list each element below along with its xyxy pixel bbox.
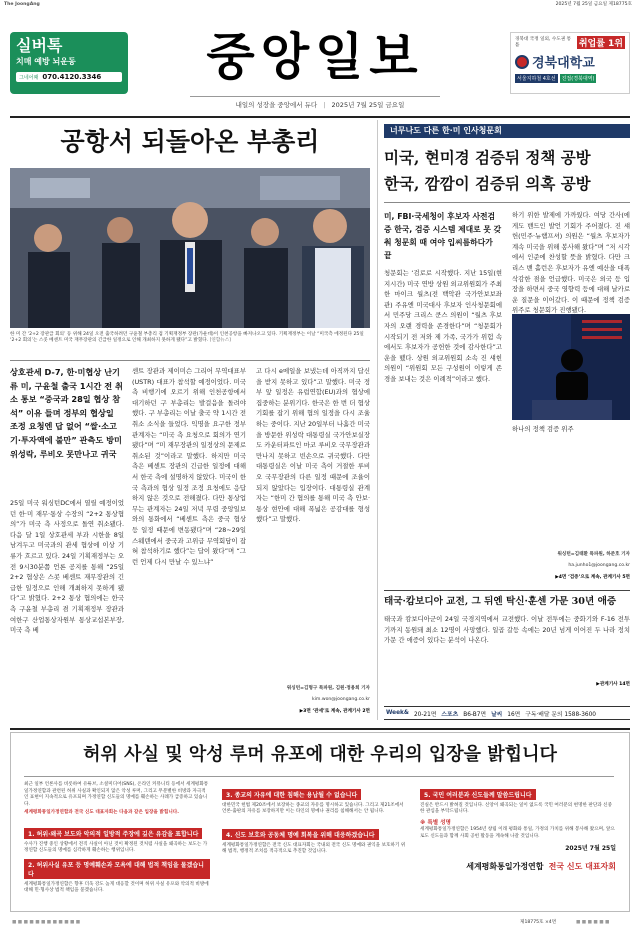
ad-right-name: 경북대학교 xyxy=(532,56,595,71)
right-col1: 청문회는 ‘검로로 시작했다. 지난 15일(현지시간) 미국 연방 상원 외교위원회가 주최한 마이크 월츠(전 백악관 국가안보보좌관) 주유엔 미국대사 후보자 인사청문회에서 민주당 크리스 쿤스 의원이 “월츠 후보자의 오랜 경력을 존경한다”며 “청문회가 시작되기 전 저와 제 가족, 국가가 위험 속에서도 후보자가 공헌한 것에 감사한다”고 운을 뗐다. 상원 외교위원회 소속 진 섀힌 의원이 “위원회 모든 구성원이 이렇게 존경을 보내는 것은 이례적”이라고 했다. xyxy=(384,269,502,383)
ad-left-title: 실버톡 xyxy=(16,36,63,55)
lead-col3: 고 다시 e메일을 보냈는데 아직까지 답신을 받지 못하고 있다”고 말했다. 미국 정부 앞 일정은 유럽연합(EU)과의 협상에 집중하는 분위기다. 한국은 한 번 더 협상 기회를 잡기 위해 협의 일정을 다시 조율하는 중이다. 지난 20일부터 나흘간 미국을 방문한 위성락 대통령실 국가안보실장도 카운터파트인 마코 루비오 국무장관과 만나지 못하고 빈손으로 귀국했다. 다만 대통령실은 이날 미국 측이 거절한 루비오 국무장관의 다른 일정 때문에 조율이 되지 않았다는 입장이다. 대통령실 관계자는 “한미 간 협의를 통해 미국 측 안보·통상 현안에 대해 폭넓은 공감대를 형성했다”고 말했다. xyxy=(256,367,370,524)
ad-left[interactable] xyxy=(10,32,128,94)
ad-right[interactable] xyxy=(510,32,630,94)
index-week-label[interactable]: Week& xyxy=(386,710,409,716)
index-weather-pages: 16면 xyxy=(507,711,521,718)
index-week-pages: 20-21면 xyxy=(413,711,437,718)
right-headline-2[interactable]: 한국, 깜깜이 검증뒤 의혹 공방 xyxy=(384,174,591,193)
lead-col2: 센트 장관과 제이미슨 그리어 무역대표부(USTR) 대표가 참석할 예정이었다. 미국측 비행기에 오르기 위해 인천공항에서 대기하던 구 부총리는 발걸음을 돌려야 했다. 구 부총리는 이날 출국 약 1시간 전 취소 소식을 들었다. 익명을 요구한 정부 관계자는 “미국 측 요청으로 회의가 연기됐다”며 “미 재무장관의 일정상의 문제로 취소된 것”이라고 말했다. 하지만 미국 측은 베센트 장관의 긴급한 일정에 대해서 한국 측에 설명하지 않았다. 미국이 한국 측과의 협상 일정 조정 요청에도 응답하지 않은 것으로 전해졌다. 다만 통상업무는 관계자는 24일 저녁 무렵 중앙일보와의 통화에서 “베센트 측은 중국 협상 등 일정 때문에 변동됐다”며 “28~29일 스웨덴에서 중국과 고위급 무역회담이 잡혀 참석하기로 했다”는 답이 왔다”며 “그런 언제 다시 만날 수 있느냐” xyxy=(132,367,246,566)
notice-section-3-body: 대한민국 헌법 제20조에서 보장하는 종교의 자유를 명시하고 있습니다. 그리고 제21조에서 언론·출판의 자유를 보장하지만 이는 타인의 명예나 권리를 침해해서는 안 됩니다. xyxy=(222,803,404,815)
brief-headline[interactable]: 태국·캄보디아 교전, 그 뒤엔 탁신·훈센 가문 30년 애증 xyxy=(384,596,617,607)
brand-small: The JoongAng xyxy=(4,2,40,7)
ad-left-subtitle: 치매 예방 뇌운동 xyxy=(16,57,76,66)
right-byline: 워싱턴=김태환 특파원, 하준호 기자 xyxy=(557,552,630,557)
notice-section-3-head: 3. 종교의 자유에 대한 침해는 용납될 수 없습니다 xyxy=(222,789,361,800)
brief-body: 태국과 캄보디아군이 24일 국경지역에서 교전했다. 이날 전투에는 중화기와 F-16 전투기까지 동원돼 최소 12명이 사망했다. 일곱 갈등 속에는 20년 넘게 이어진 두 나라 정치 가문 간 애증이 있다는 분석이 나온다. xyxy=(384,615,630,645)
lead-caption-text: 한 미 간 ‘2+2 장관급 회의’ 등 위해 24일 오전 출국하려던 구윤철 부총리 겸 기획재정부 장관(가운데)이 인천공항을 빠져나오고 있다. 기획재정부는 이날 “미국측 에정된다 25일 ‘2+2 회의’는 스콧 베센트 미국 재무장관의 긴급한 일정으로 인해 개최하지 못하게 됐다”고 밝혔다. xyxy=(10,332,364,344)
notice-section-4-body: 세계평화통일가정연합은 전국 신도 대표자회는 국내외 전국 신도 명예와 권익을 보호하기 위해 법적, 행정적 조치를 적극적으로 추진할 것입니다. xyxy=(222,842,406,855)
lead-headline[interactable]: 공항서 되돌아온 부총리 xyxy=(60,127,320,156)
masthead-title[interactable]: 중앙일보 xyxy=(206,27,424,86)
lead-deck: 상호관세 D-7, 한·미협상 난기류 미, 구윤철 출국 1시간 전 취소 통보 “중국과 28일 협상 참석” 이유 들며 정부의 협상일 조정 요청엔 답 없어 “쌀·소고기·투자액에 불만” 관측도 방미 위성락, 루비오 못만나고 귀국 xyxy=(10,367,123,459)
right-col2b xyxy=(512,424,630,548)
lead-col1: 25일 미국 워싱턴DC에서 열릴 예정이었던 한·미 재무·통상 수장의 “2+2 통상협의”가 미국 측 사정으로 돌연 취소됐다. 다음 달 1일 상호관세 부과 시한을 8일 남겨두고 미국과의 관세 협상에 이상 기류가 흐르고 있다. 24일 기획재정부는 오전 9시30분쯤 언론 공지를 통해 “25일 2+2 협상은 스콧 베센트 재무장관의 긴급한 일정으로 인해 개최하지 못하게 됐다”고 밝혔다. 2+2 통상 협의에는 한국 측 구윤철 부총리 겸 기획재정부 장관과 여한구 산업통상자원부 통상교섭본부장, 미국 측 베 xyxy=(10,499,124,635)
notice-signer-org: 세계평화통일가정연합 xyxy=(466,862,544,872)
notice-section-1-body: 수사가 진행 중인 상황에서 전직 사실이 아닌 것이 확정된 것처럼 사실을 왜곡하는 보도는 가정연합 신도들의 명예를 심각하게 훼손하는 행위입니다. xyxy=(24,841,208,854)
issue-meta: 2025년 7월 25일 금요일 제18775호 xyxy=(555,2,632,7)
lead-photo-credit: [연합뉴스] xyxy=(209,338,231,344)
ad-right-tagline2: 취업률 1위 xyxy=(577,36,625,49)
notice-special-title: ※ 특별 성명 xyxy=(420,819,451,826)
masthead-slogan: 내일의 성장을 중앙에서 듀다 xyxy=(235,101,318,109)
notice-section-4-head: 4. 신도 보호와 공동체 명예 회복을 위해 대응하겠습니다 xyxy=(222,829,379,840)
right-jump[interactable]: ▶4면 ‘검증’으로 계속, 관계기사 5면 xyxy=(555,575,630,580)
right-kicker: 너무나도 다른 한·미 인사청문회 xyxy=(384,124,630,138)
masthead-slogan-row: 내일의 성장을 중앙에서 듀다 | 2025년 7월 25일 금요일 xyxy=(235,101,405,109)
right-photo-caption: 하나의 정책 검증 위주 xyxy=(512,425,574,433)
index-bar xyxy=(384,706,630,720)
lead-byline: 워싱턴=김형구 특파원, 김원·정용희 기자 xyxy=(286,686,370,691)
notice-col1 xyxy=(24,782,210,908)
notice-section-5-body: 진실은 반드시 밝혀질 것입니다. 신앙이 왜곡되는 일이 없도록 국민 여러분의 현명한 판단과 신중한 관심을 부탁드립니다. xyxy=(420,803,613,815)
brief-jump[interactable]: ▶관계기사 14면 xyxy=(596,682,630,687)
right-deck: 미, FBI·국세청이 후보자 사전검증 한국, 검증 시스템 제대로 못 갖춰 청문회 때 여야 입씨름하다가 끝 xyxy=(384,212,502,260)
ad-right-emblem-icon xyxy=(515,55,529,69)
notice-signer-red: 전국 신도 대표자회 xyxy=(548,862,616,872)
index-weather-label[interactable]: 날씨 xyxy=(491,711,503,718)
right-email[interactable]: ha.junho1@joongang.co.kr xyxy=(568,563,630,568)
ad-right-sub2: 진접(경북대역) xyxy=(561,76,595,82)
lead-photo xyxy=(10,168,370,328)
ad-right-sub1: 서울지하철 4호선 xyxy=(517,76,556,82)
notice-section-1-head: 1. 허위·왜곡 보도와 악의적 일방적 주장에 깊은 유감을 표합니다 xyxy=(24,828,202,839)
index-sports-pages: B6-B7면 xyxy=(463,711,487,718)
footer-page-num: 제18775호 ×4면 xyxy=(520,920,557,925)
right-photo xyxy=(512,314,630,420)
ad-right-tagline: 경북대 국정 일외, 수도권 통틀 xyxy=(515,36,572,48)
notice-col2 xyxy=(222,782,408,908)
footer-right-marks: ■ ■ ■ ■ ■ ■ xyxy=(576,920,610,925)
notice-intro: 최근 일부 언론사를 비롯하여 유튜브, 소셜미디어(SNS), 온라인 커뮤니티 등에서 세계평화통일가정연합과 관련된 허위 사실과 확인되지 않은 악성 루머, 그리고 무분별한 비방과 자극적인 표현이 지속적으로 유포되며 가정연합 신도들의 명예를 훼손하는 사례가 급증하고 있습니다. xyxy=(24,782,209,807)
right-col2: 하기 위한 발제에 가까웠다. 여당 간사(에게도 밴드인 발언 기회가 주어졌다. 진 섀헌(민주·뉴햄프셔) 의원은 “월츠 후보자가 계속 미국을 위해 봉사해 왔다”며 “저 시각에서 인준에 찬성할 뜻을 밝혔다. 다만 크리스 밴 홀런은 후보자가 유엔 예산을 대폭 삭감한 점을 언급했다. 미국은 외국 등 입장을 하면서 중국 영향력 등에 대해 날카로운 질문을 이어갔다. 이 때문에 정책 검증 위주로 청문회가 진행됐다. xyxy=(512,211,630,315)
notice-special-body: 세계평화통일가정연합은 1954년 창립 이래 평화와 통일, 가정의 가치를 위해 봉사해 왔으며, 앞으로도 신도들과 함께 사회 공헌 활동을 계속해 나갈 것입니다. xyxy=(420,827,615,839)
airport-crowd-illustration xyxy=(10,168,370,328)
notice-section-2-head: 2. 허위사실 유포 등 명예훼손과 모욕에 대해 법적 책임을 물겠습니다 xyxy=(24,859,210,879)
right-headline-1[interactable]: 미국, 현미경 검증뒤 정책 공방 xyxy=(384,148,591,167)
notice-section-5-head: 5. 국민 여러분과 신도들께 말씀드립니다 xyxy=(420,789,536,800)
index-subscribe: 구독·배달 문의 1588-3600 xyxy=(525,711,596,718)
footer-left-marks: ■ ■ ■ ■ ■ ■ ■ ■ ■ ■ ■ ■ xyxy=(12,920,81,925)
index-sports-label[interactable]: 스포츠 xyxy=(441,711,459,718)
hearing-silhouette-illustration xyxy=(512,314,630,420)
lead-photo-caption xyxy=(10,332,370,345)
notice-date: 2025년 7월 25일 xyxy=(565,845,616,853)
notice-headline[interactable]: 허위 사실 및 악성 루머 유포에 대한 우리의 입장을 밝힙니다 xyxy=(83,744,557,765)
lead-email[interactable]: kim.won@joongang.co.kr xyxy=(311,697,370,702)
notice-col3 xyxy=(420,782,616,908)
masthead-date: 2025년 7월 25일 금요일 xyxy=(331,101,405,109)
ad-left-phone-label: 그네어째 xyxy=(19,74,39,81)
notice-intro-red: 세계평화통일가정연합과 전국 신도 대표자회는 다음과 같은 입장을 밝힙니다. xyxy=(24,810,179,816)
ad-left-phone: 070.4120.3346 xyxy=(42,73,102,81)
notice-section-2-body: 세계평화통일가정연합은 향후 더욱 강도 높게 대응할 것이며 허위 사실 유포와 악의적 비방에 대해 민·형사상 법적 책임을 묻겠습니다. xyxy=(24,881,209,893)
lead-jump[interactable]: ▶3면 ‘관세’로 계속, 관계기사 2면 xyxy=(299,709,370,714)
